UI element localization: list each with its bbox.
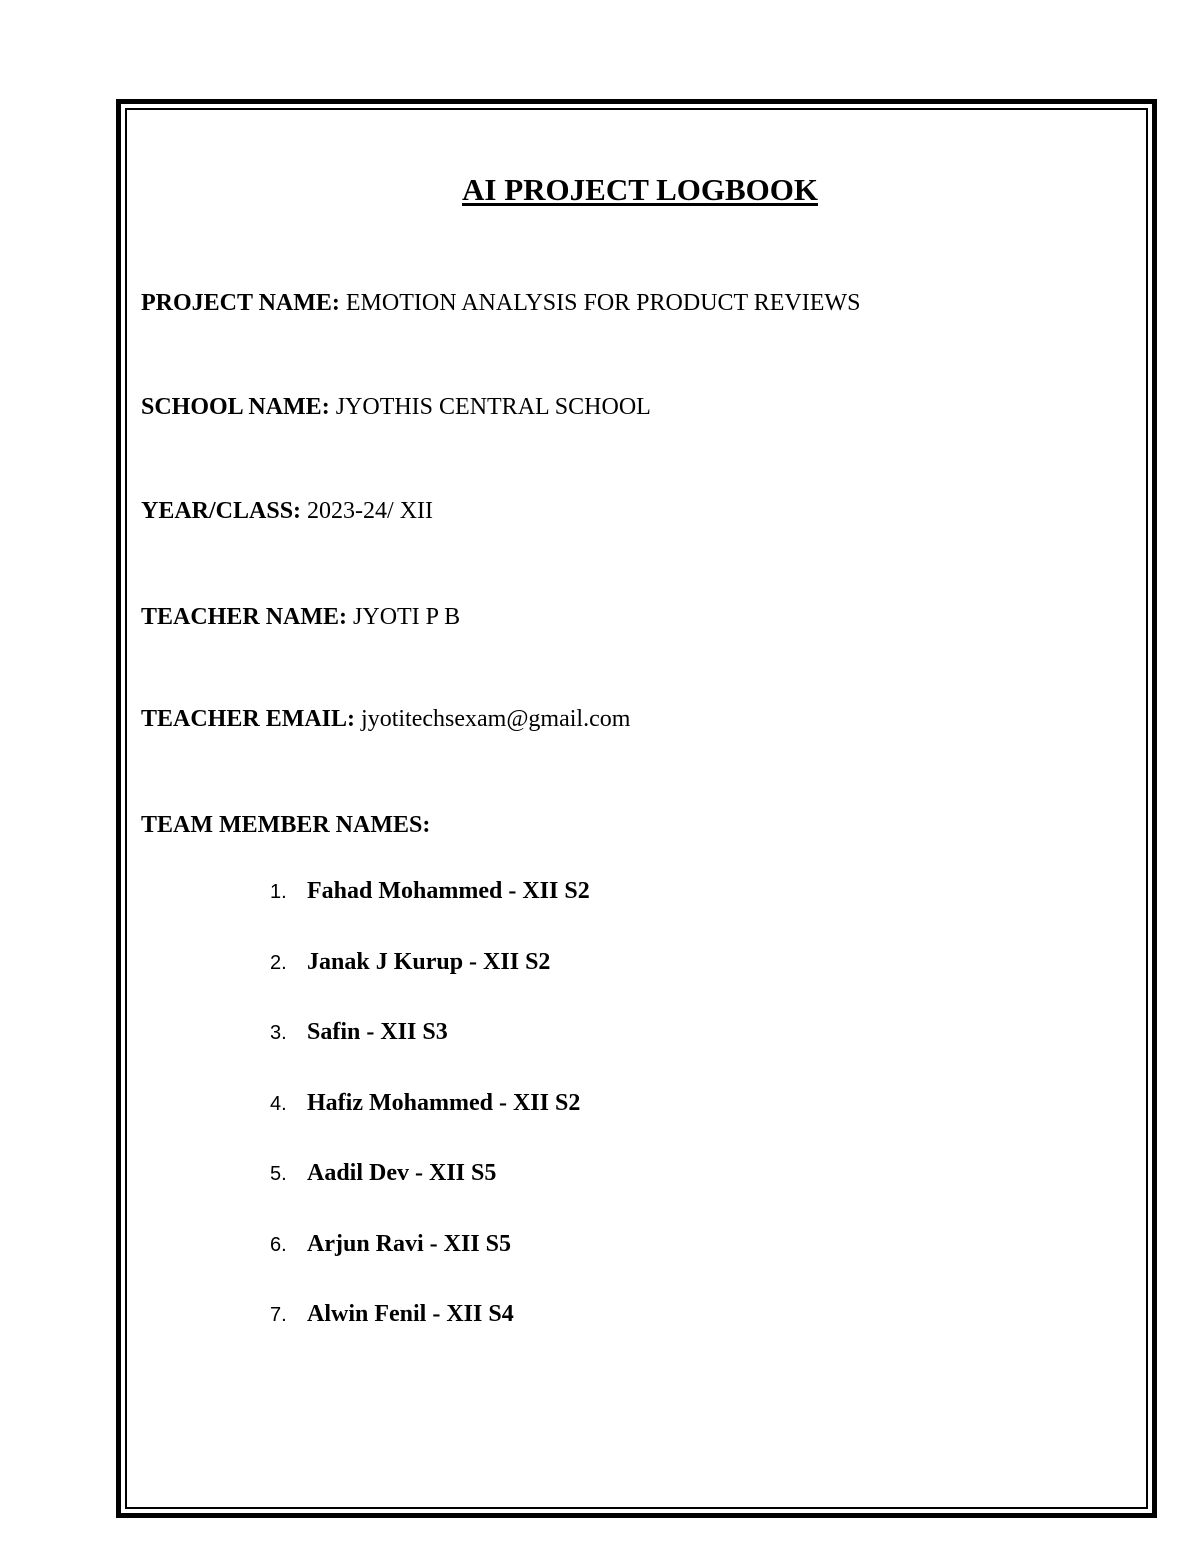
project-name-value: EMOTION ANALYSIS FOR PRODUCT REVIEWS [345,290,861,316]
year-class-value: 2023-24/ XII [307,498,434,524]
teacher-email-label: TEACHER EMAIL: [141,706,356,732]
team-member-item [270,1019,590,1090]
team-member-item [270,878,590,949]
team-members-heading [141,812,430,839]
project-name-field [141,290,860,317]
team-member-item [270,949,590,1020]
list-number: 5. [270,1163,287,1185]
team-member-name: Safin - XII S3 [307,1019,448,1045]
list-number: 6. [270,1233,287,1256]
team-member-item [270,1301,590,1372]
year-class-field [141,498,433,525]
team-member-name: Alwin Fenil - XII S4 [307,1301,514,1327]
team-member-name: Janak J Kurup - XII S2 [307,948,551,975]
team-member-item [270,1160,590,1231]
list-number: 1. [270,881,287,903]
team-member-name: Hafiz Mohammed - XII S2 [307,1089,581,1116]
team-member-name: Fahad Mohammed - XII S2 [307,878,590,904]
team-member-list [270,878,590,1372]
project-name-label: PROJECT NAME: [141,290,340,316]
teacher-email-value: jyotitechsexam@gmail.com [361,706,631,732]
list-number: 4. [270,1092,287,1115]
school-name-label: SCHOOL NAME: [141,394,330,420]
teacher-name-label: TEACHER NAME: [141,604,348,630]
document-title: AI PROJECT LOGBOOK [462,172,818,207]
teacher-name-value: JYOTI P B [353,604,461,630]
teacher-name-field [141,604,460,631]
team-members-label: TEAM MEMBER NAMES: [141,812,431,838]
school-name-value: JYOTHIS CENTRAL SCHOOL [335,394,651,420]
year-class-label: YEAR/CLASS: [141,498,302,524]
list-number: 7. [270,1304,287,1326]
team-member-name: Arjun Ravi - XII S5 [307,1230,512,1257]
list-number: 2. [270,951,287,974]
team-member-item [270,1090,590,1161]
list-number: 3. [270,1022,287,1044]
team-member-item [270,1231,590,1302]
school-name-field [141,394,651,421]
teacher-email-field [141,706,630,733]
team-member-name: Aadil Dev - XII S5 [307,1160,497,1186]
